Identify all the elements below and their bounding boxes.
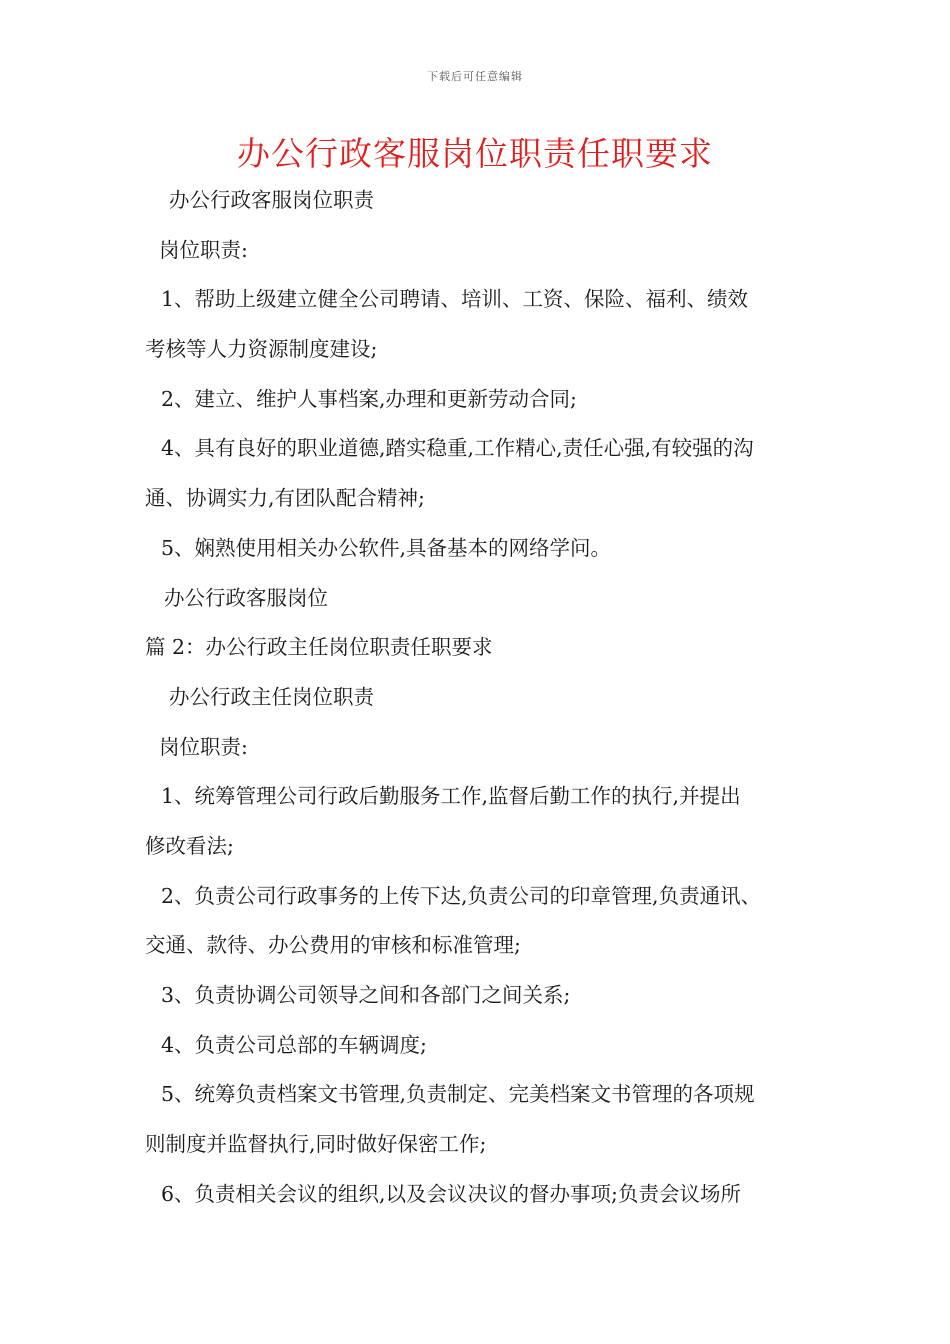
- section-label-customer-service-post: 办公行政客服岗位: [164, 585, 328, 610]
- chapter-heading-2: 篇 2：办公行政主任岗位职责任职要求: [145, 635, 493, 660]
- duties-label: 岗位职责:: [159, 237, 248, 262]
- director-duty-6-line-1: 6、负责相关会议的组织,以及会议决议的督办事项;负责会议场所: [161, 1181, 741, 1206]
- director-duty-5-line-2: 则制度并监督执行,同时做好保密工作;: [145, 1132, 487, 1157]
- duty-item-5: 5、娴熟使用相关办公软件,具备基本的网络学问。: [161, 535, 612, 560]
- director-duty-1-line-2: 修改看法;: [145, 833, 234, 858]
- duties-label-2: 岗位职责:: [159, 734, 248, 759]
- section-heading-director: 办公行政主任岗位职责: [169, 684, 374, 709]
- director-duty-3: 3、负责协调公司领导之间和各部门之间关系;: [161, 983, 571, 1007]
- section-heading-customer-service: 办公行政客服岗位职责: [169, 188, 374, 212]
- director-duty-2-line-1: 2、负责公司行政事务的上传下达,负责公司的印章管理,负责通讯、: [161, 883, 762, 908]
- duty-item-4-line-1: 4、具有良好的职业道德,踏实稳重,工作精心,责任心强,有较强的沟: [161, 436, 754, 461]
- duty-item-2: 2、建立、维护人事档案,办理和更新劳动合同;: [161, 386, 577, 411]
- duty-item-1-line-1: 1、帮助上级建立健全公司聘请、培训、工资、保险、福利、绩效: [161, 287, 749, 312]
- director-duty-2-line-2: 交通、款待、办公费用的审核和标准管理;: [145, 933, 521, 958]
- document-body: [145, 176, 825, 1219]
- duty-item-4-line-2: 通、协调实力,有团队配合精神;: [145, 486, 425, 511]
- director-duty-5-line-1: 5、统筹负责档案文书管理,负责制定、完美档案文书管理的各项规: [161, 1082, 755, 1107]
- document-title: 办公行政客服岗位职责任职要求: [237, 134, 713, 173]
- header-note: 下载后可任意编辑: [427, 70, 523, 83]
- director-duty-1-line-1: 1、统筹管理公司行政后勤服务工作,监督后勤工作的执行,并提出: [161, 784, 741, 809]
- director-duty-4: 4、负责公司总部的车辆调度;: [161, 1032, 427, 1057]
- duty-item-1-line-2: 考核等人力资源制度建设;: [145, 337, 378, 362]
